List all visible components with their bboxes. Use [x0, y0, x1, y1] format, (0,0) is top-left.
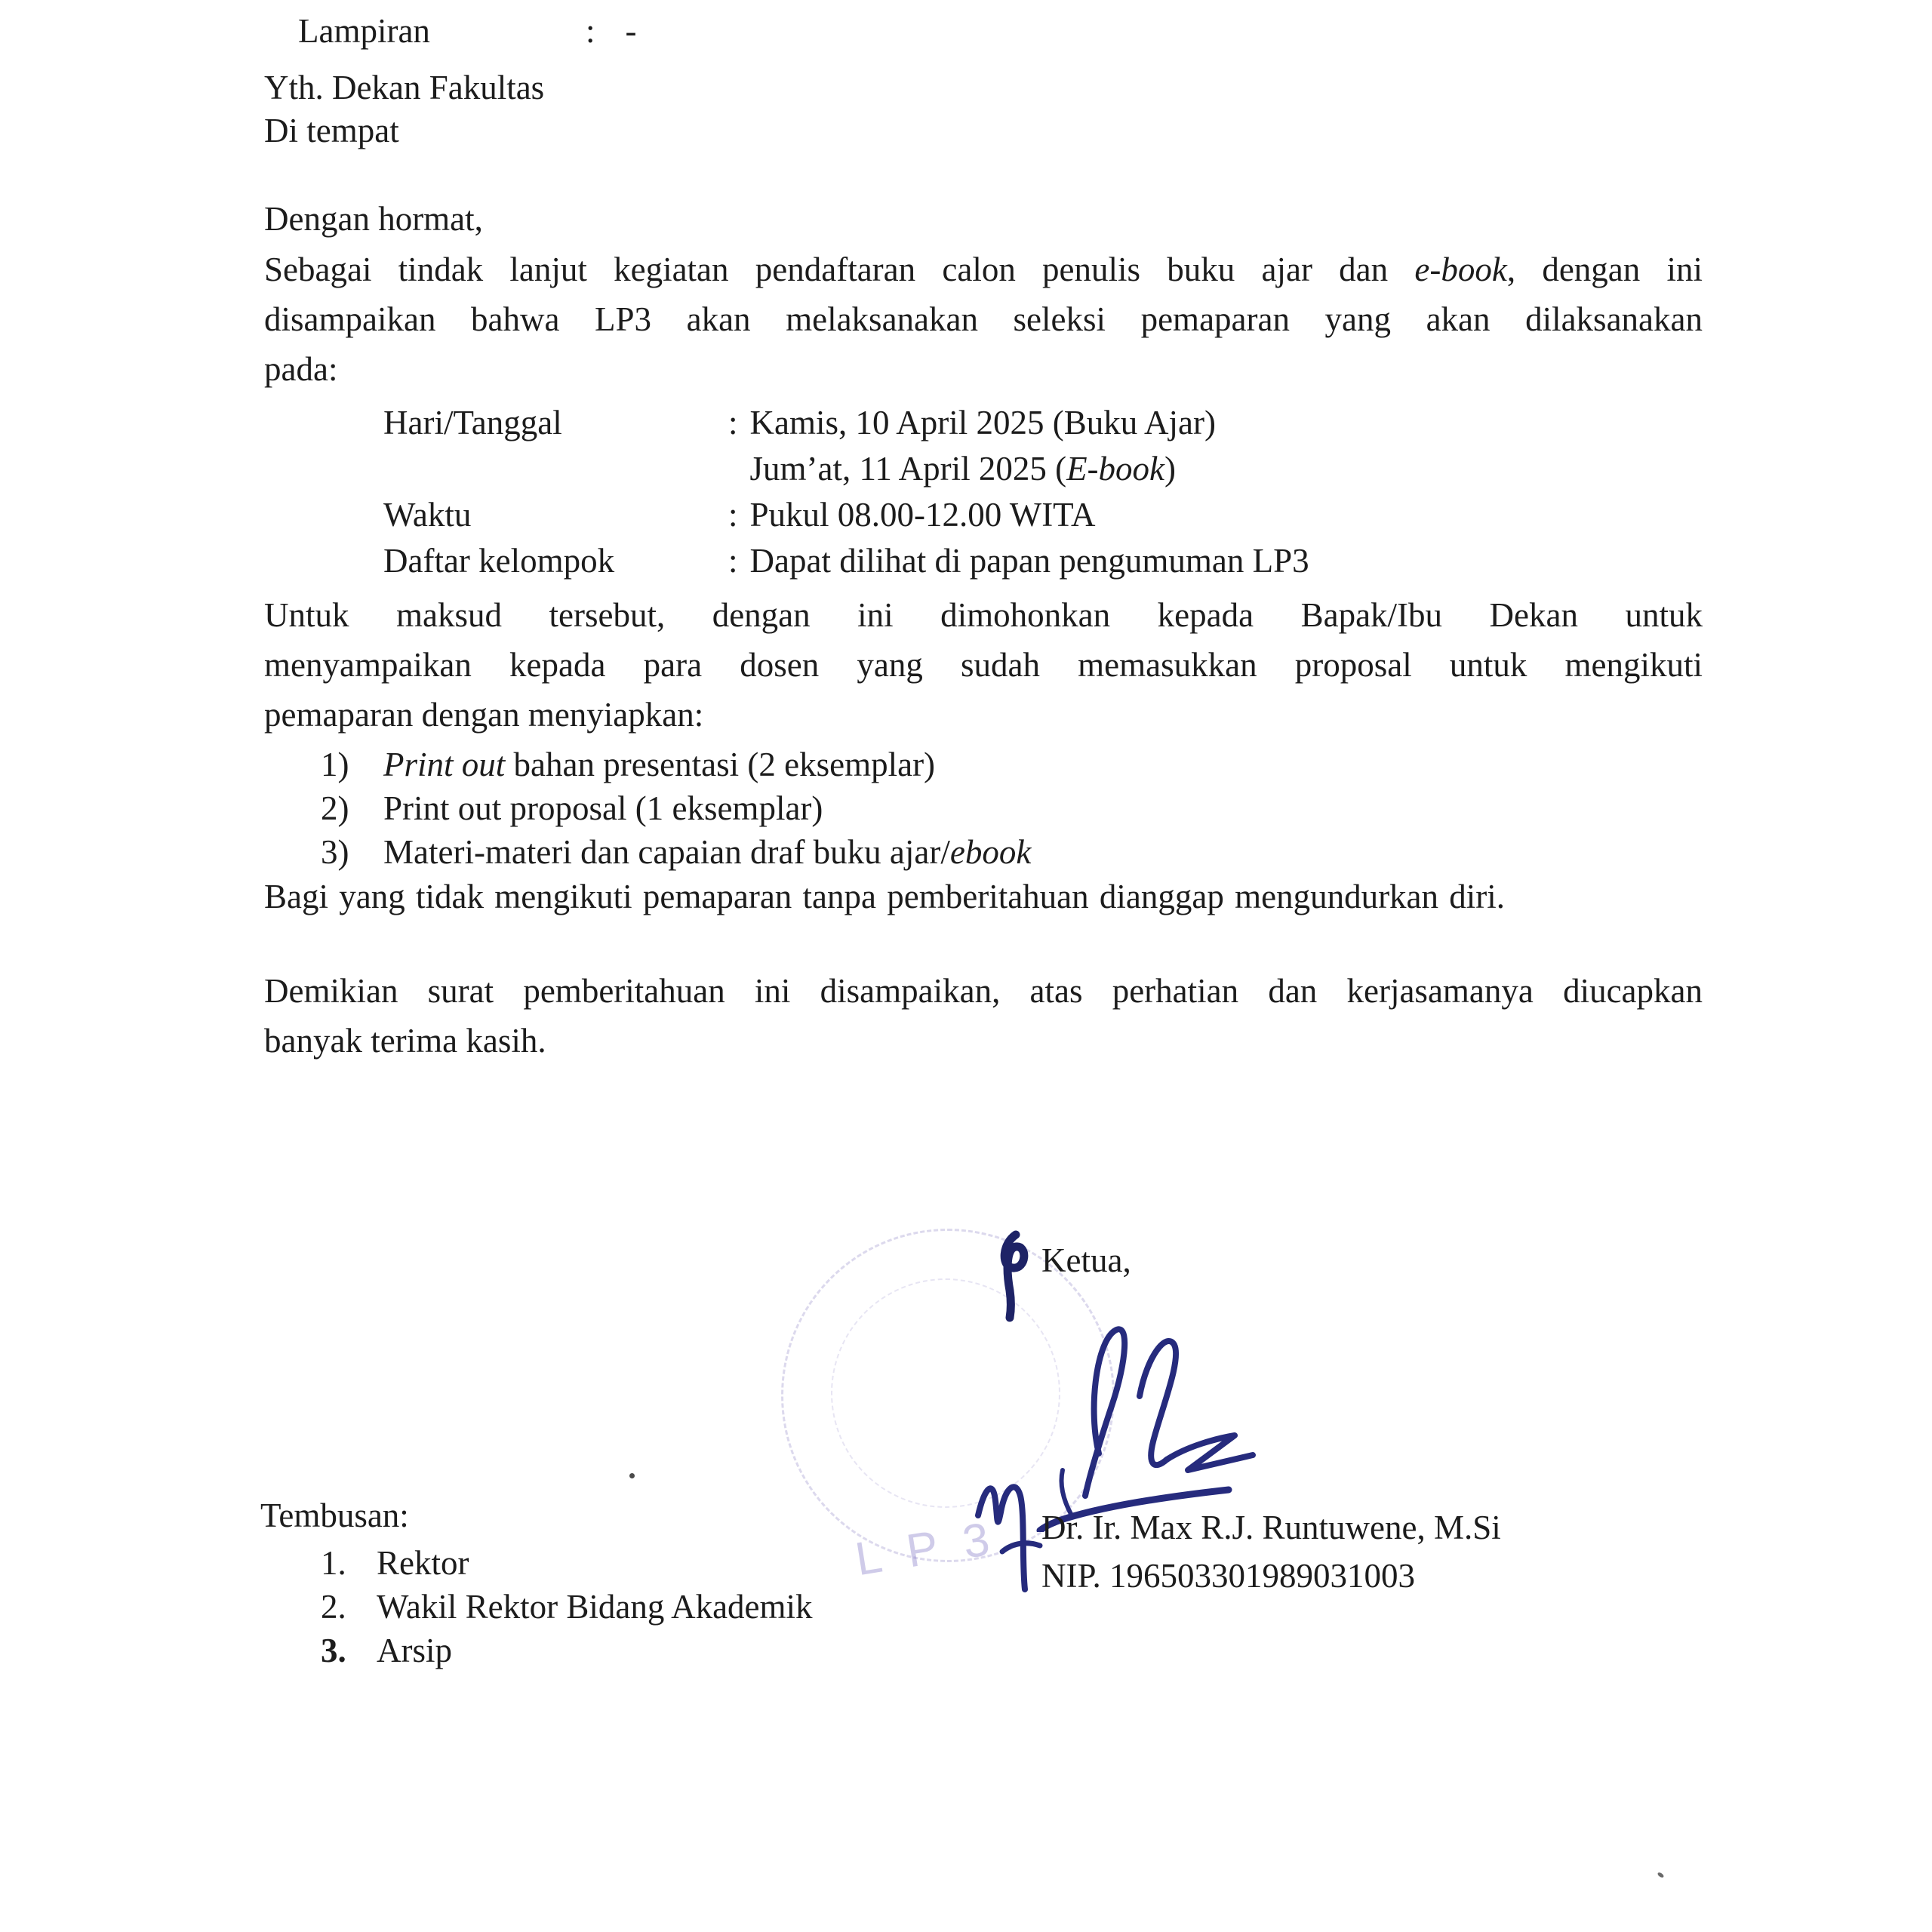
tembusan-1-text: Rektor [377, 1544, 469, 1582]
requirement-item-1 [321, 743, 1031, 786]
requirement-3-num: 3) [321, 833, 349, 871]
lampiran-colon: : [586, 12, 595, 50]
requirement-1-italic: Print out [383, 746, 506, 783]
requirement-1-num: 1) [321, 746, 349, 783]
schedule-colon3: : [728, 542, 738, 580]
opening-line3: pada: [264, 350, 338, 388]
requirement-2-text: Print out proposal (1 eksemplar) [383, 789, 823, 827]
opening-line1-pre: Sebagai tindak lanjut kegiatan pendaftaran calon penulis buku ajar dan [264, 251, 1415, 288]
requirements-list [321, 743, 1031, 874]
schedule-value-daftar-text: Dapat dilihat di papan pengumuman LP3 [749, 542, 1309, 580]
schedule-value-waktu-text: Pukul 08.00-12.00 WITA [749, 496, 1096, 534]
requirement-2-num: 2) [321, 789, 349, 827]
tembusan-label: Tembusan: [260, 1497, 409, 1534]
requirement-item-3 [321, 830, 1031, 874]
tembusan-item-2 [321, 1585, 813, 1629]
scan-speck-2 [1657, 1872, 1664, 1878]
schedule-value-daftar [728, 538, 1309, 584]
signature-ink [1026, 1306, 1313, 1532]
signature-title: Ketua, [1041, 1241, 1131, 1279]
lampiran-value: - [625, 12, 637, 50]
requirement-3-italic: ebook [949, 833, 1032, 871]
schedule-value-hari2 [728, 446, 1176, 492]
warning-line: Bagi yang tidak mengikuti pemaparan tanpa pemberitahuan dianggap mengundurkan diri. [264, 878, 1506, 915]
requirement-3-pre: Materi-materi dan capaian draf buku ajar/ [383, 833, 950, 871]
tembusan-3-num: 3. [321, 1632, 346, 1669]
scan-speck-1 [629, 1473, 635, 1478]
tembusan-2-num: 2. [321, 1588, 346, 1626]
schedule-row-waktu [383, 492, 1309, 538]
schedule-value-hari2-post: ) [1164, 450, 1177, 488]
schedule-label-blank [383, 446, 728, 492]
tembusan-2-text: Wakil Rektor Bidang Akademik [377, 1588, 813, 1626]
signer-name: Dr. Ir. Max R.J. Runtuwene, M.Si [1041, 1509, 1501, 1546]
opening-line2: disampaikan bahwa LP3 akan melaksanakan seleksi pemaparan yang akan dilaksanakan [264, 300, 1703, 338]
opening-line1-post: , dengan ini [1506, 251, 1703, 288]
closing-line2: banyak terima kasih. [264, 1022, 546, 1060]
schedule-value-hari2-italic: E-book [1066, 450, 1165, 488]
tembusan-1-num: 1. [321, 1544, 346, 1582]
requirement-1-rest: bahan presentasi (2 eksemplar) [505, 746, 936, 783]
schedule-label-waktu: Waktu [383, 496, 472, 534]
schedule-colon2: : [728, 496, 738, 534]
opening-line1 [264, 245, 1703, 294]
schedule-value-hari-text: Kamis, 10 April 2025 (Buku Ajar) [749, 404, 1216, 441]
schedule-value-hari2-pre: Jum’at, 11 April 2025 ( [749, 450, 1067, 488]
schedule-colon: : [728, 404, 738, 441]
salutation: Dengan hormat, [264, 200, 483, 238]
opening-line1-italic: e-book [1414, 251, 1507, 288]
schedule-row-daftar [383, 538, 1309, 584]
schedule-row-hari [383, 400, 1309, 446]
schedule-label-hari: Hari/Tanggal [383, 404, 562, 441]
tembusan-3-text: Arsip [377, 1632, 452, 1669]
opening-paragraph [264, 245, 1703, 394]
request-line1: Untuk maksud tersebut, dengan ini dimohonkan kepada Bapak/Ibu Dekan untuk [264, 596, 1703, 634]
tembusan-item-3 [321, 1629, 813, 1672]
recipient-line1: Yth. Dekan Fakultas [264, 69, 545, 106]
closing-paragraph [264, 966, 1703, 1066]
recipient-block [264, 66, 544, 152]
request-paragraph [264, 590, 1703, 740]
signer-nip: NIP. 196503301989031003 [1041, 1557, 1416, 1595]
recipient-line2: Di tempat [264, 112, 399, 149]
schedule-row-hari2 [383, 446, 1309, 492]
requirement-item-2 [321, 786, 1031, 830]
stamp-text: LP3 [851, 1509, 1019, 1586]
tembusan-list [321, 1541, 813, 1672]
schedule-value-hari [728, 400, 1216, 446]
paraph-ink-bottom [971, 1463, 1046, 1598]
request-line2: menyampaikan kepada para dosen yang sudah memasukkan proposal untuk mengikuti [264, 646, 1703, 684]
schedule-value-waktu [728, 492, 1096, 538]
lampiran-label: Lampiran [298, 12, 430, 50]
schedule-block [383, 400, 1309, 584]
closing-line1: Demikian surat pemberitahuan ini disampaikan, atas perhatian dan kerjasamanya diucapkan [264, 972, 1703, 1010]
request-line3: pemaparan dengan menyiapkan: [264, 696, 704, 734]
schedule-label-daftar: Daftar kelompok [383, 542, 615, 580]
signer-block [1041, 1503, 1501, 1600]
tembusan-item-1 [321, 1541, 813, 1585]
